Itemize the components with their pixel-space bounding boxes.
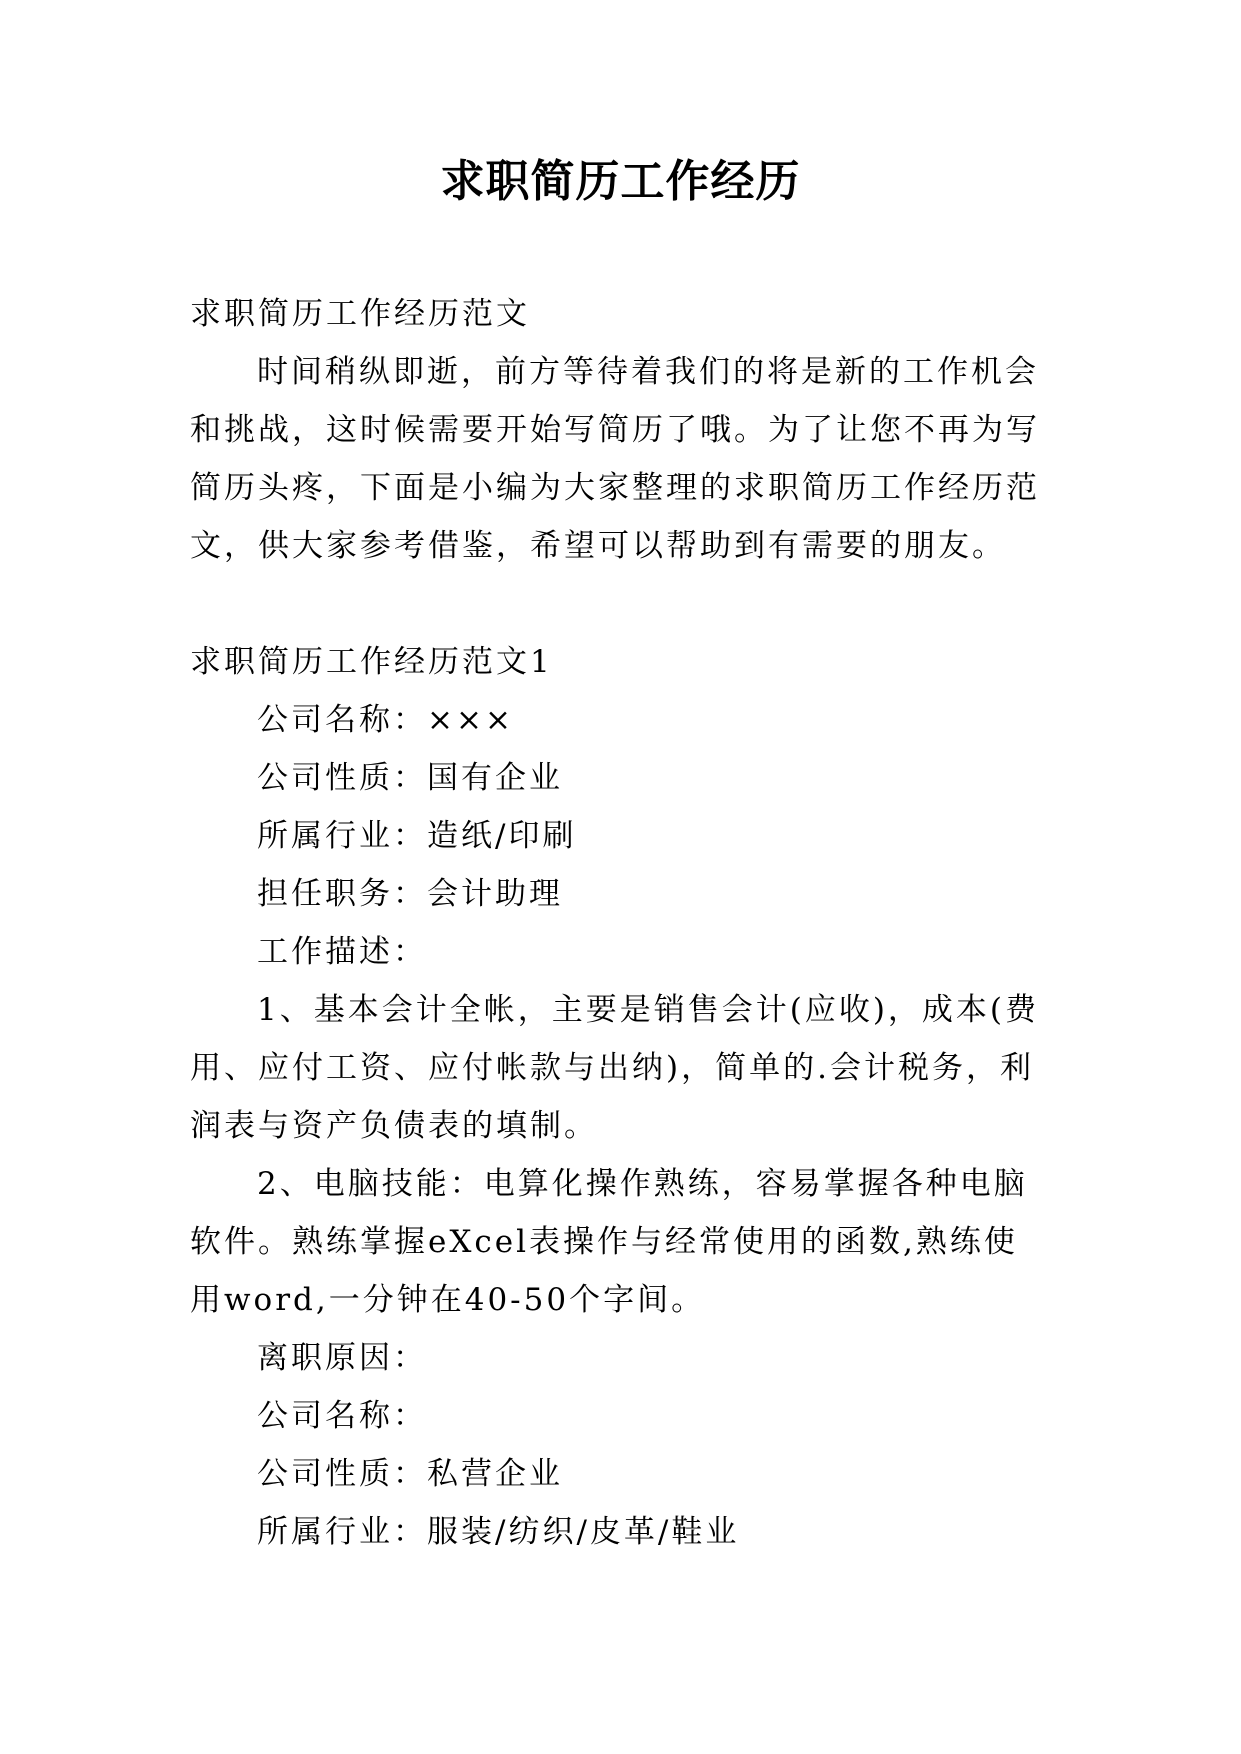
field-company-name-2: 公司名称：	[257, 1398, 427, 1434]
document-body	[190, 285, 1050, 1561]
field-industry-2: 所属行业：服装/纺织/皮革/鞋业	[257, 1514, 740, 1550]
document-title: 求职简历工作经历	[440, 156, 801, 207]
field-position: 担任职务：会计助理	[257, 876, 563, 912]
field-industry: 所属行业：造纸/印刷	[257, 818, 577, 854]
intro-paragraph: 时间稍纵即逝，前方等待着我们的将是新的工作机会和挑战，这时候需要开始写简历了哦。为了让您不再为写简历头疼，下面是小编为大家整理的求职简历工作经历范文，供大家参考借鉴，希望可以帮助到有需要的朋友。	[190, 354, 1040, 564]
blank-line	[190, 575, 1050, 633]
field-job-description: 工作描述：	[257, 934, 427, 970]
field-company-type: 公司性质：国有企业	[257, 760, 563, 796]
section-heading: 求职简历工作经历范文	[190, 296, 530, 332]
field-company-name: 公司名称：×××	[257, 702, 514, 738]
description-item-2: 2、电脑技能：电算化操作熟练，容易掌握各种电脑软件。熟练掌握eXcel表操作与经常使用的函数,熟练使用word,一分钟在40-50个字间。	[190, 1166, 1028, 1318]
field-company-type-2: 公司性质：私营企业	[257, 1456, 563, 1492]
field-leave-reason: 离职原因：	[257, 1340, 427, 1376]
description-item-1: 1、基本会计全帐，主要是销售会计(应收)，成本(费用、应付工资、应付帐款与出纳)，简单的.会计税务，利润表与资产负债表的填制。	[190, 992, 1040, 1144]
sample-heading: 求职简历工作经历范文1	[190, 644, 553, 680]
